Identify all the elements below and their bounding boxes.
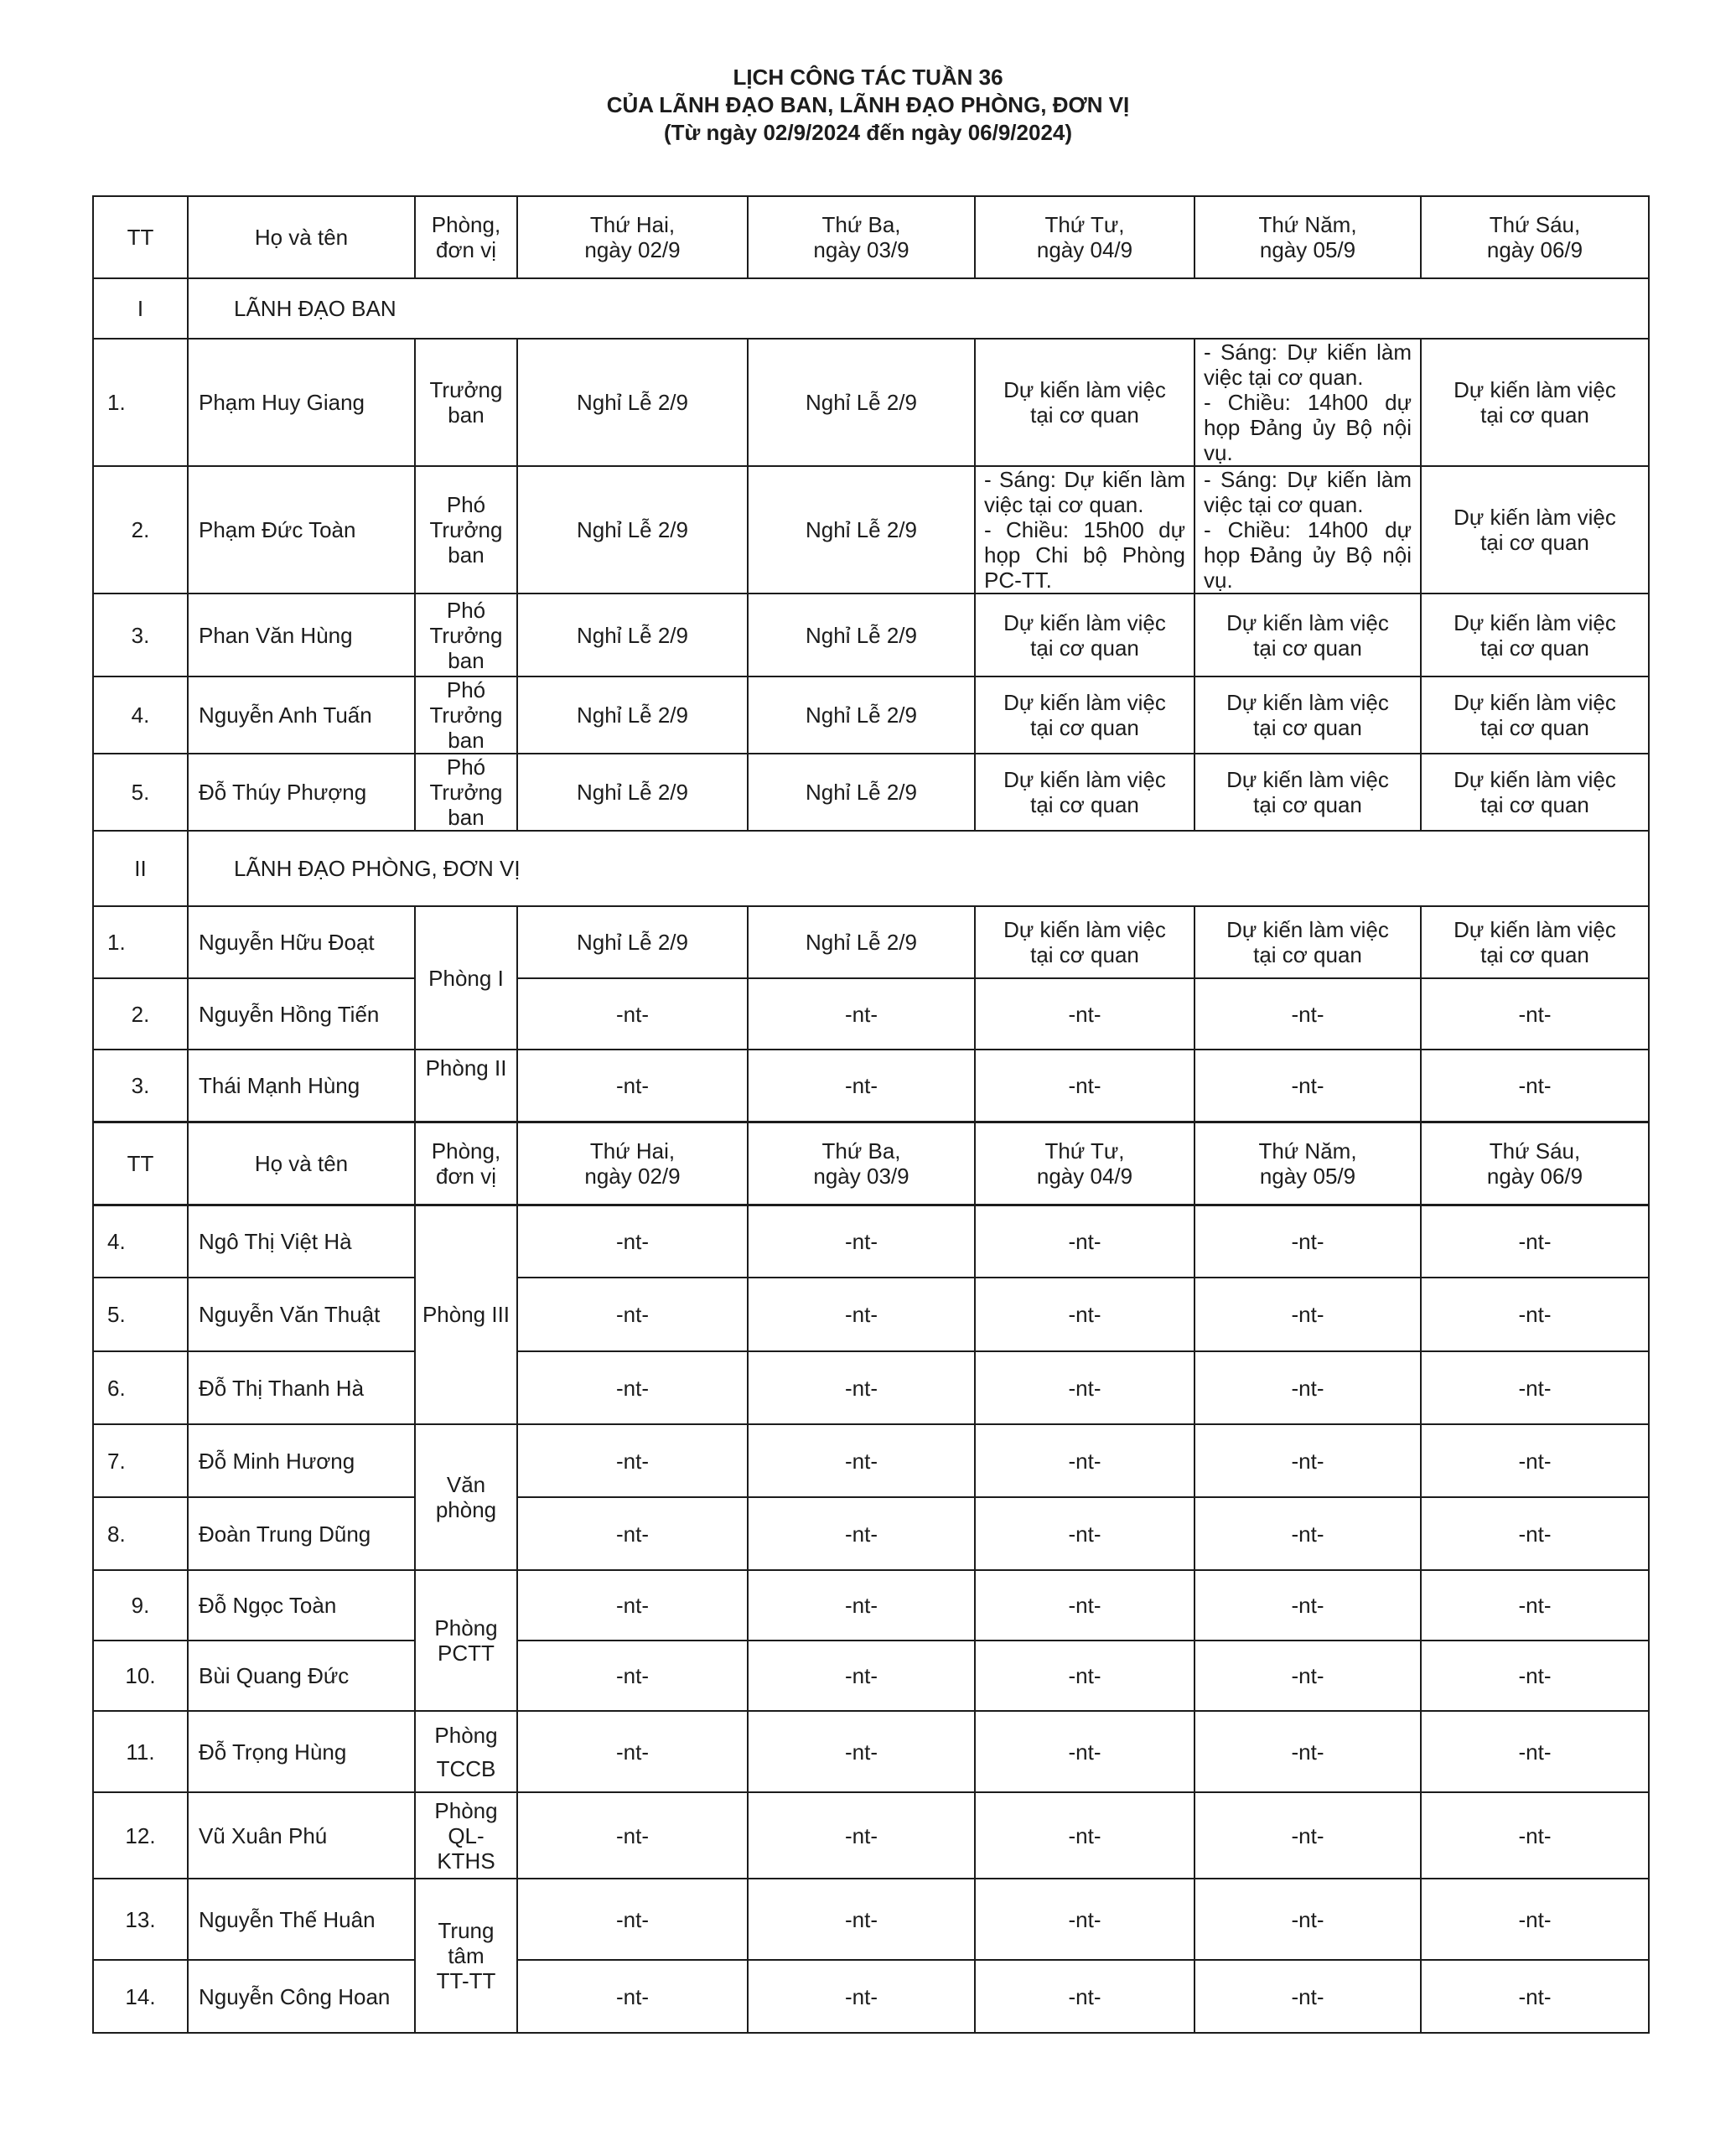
dept-cell: Phòng I (415, 906, 517, 1050)
row-number: 3. (93, 594, 188, 676)
person-name: Đỗ Trọng Hùng (188, 1711, 415, 1792)
schedule-cell: - Sáng: Dự kiến làm việc tại cơ quan. - Chiều: 14h00 dự họp Đảng ủy Bộ nội vụ. (1194, 466, 1421, 594)
header-friday: Thứ Sáu, ngày 06/9 (1421, 1122, 1649, 1205)
row-number: 1. (93, 906, 188, 978)
person-name: Phạm Đức Toàn (188, 466, 415, 594)
schedule-cell: -nt- (748, 1351, 975, 1424)
row-number: 10. (93, 1641, 188, 1711)
dept-cell: Trưởng ban (415, 339, 517, 466)
row-number: 2. (93, 978, 188, 1050)
schedule-cell: Dự kiến làm việc tại cơ quan (1421, 466, 1649, 594)
schedule-cell: -nt- (975, 1205, 1194, 1278)
header-name: Họ và tên (188, 1122, 415, 1205)
person-name: Nguyễn Công Hoan (188, 1960, 415, 2033)
table-row (93, 1641, 1649, 1711)
table-row (93, 1050, 1649, 1122)
person-name: Nguyễn Hữu Đoạt (188, 906, 415, 978)
row-number: 11. (93, 1711, 188, 1792)
table-row (93, 1879, 1649, 1960)
dept-cell: Phòng II (415, 1050, 517, 1122)
schedule-cell: -nt- (748, 1424, 975, 1497)
schedule-cell: -nt- (975, 1278, 1194, 1351)
schedule-cell: Dự kiến làm việc tại cơ quan (975, 906, 1194, 978)
table-row (93, 676, 1649, 754)
schedule-cell: -nt- (975, 978, 1194, 1050)
dept-cell: Phòng PCTT (415, 1570, 517, 1711)
person-name: Phạm Huy Giang (188, 339, 415, 466)
schedule-cell: -nt- (517, 1570, 748, 1641)
schedule-cell: -nt- (975, 1351, 1194, 1424)
schedule-cell: -nt- (1194, 1497, 1421, 1570)
schedule-cell: -nt- (1194, 1879, 1421, 1960)
schedule-cell: Dự kiến làm việc tại cơ quan (1421, 676, 1649, 754)
schedule-cell: -nt- (1194, 1351, 1421, 1424)
schedule-cell: -nt- (1194, 978, 1421, 1050)
schedule-cell: -nt- (748, 1641, 975, 1711)
table-row (93, 978, 1649, 1050)
schedule-cell: -nt- (975, 1570, 1194, 1641)
schedule-cell: -nt- (748, 1711, 975, 1792)
table-row (93, 1792, 1649, 1879)
title-date-range: (Từ ngày 02/9/2024 đến ngày 06/9/2024) (663, 120, 1073, 145)
row-number: 13. (93, 1879, 188, 1960)
section-title: LÃNH ĐẠO BAN (188, 278, 1649, 339)
header-dept: Phòng, đơn vị (415, 1122, 517, 1205)
schedule-cell: Nghỉ Lễ 2/9 (748, 676, 975, 754)
schedule-cell: -nt- (975, 1050, 1194, 1122)
schedule-cell: -nt- (1194, 1792, 1421, 1879)
schedule-cell: -nt- (748, 1570, 975, 1641)
schedule-cell: Nghỉ Lễ 2/9 (748, 906, 975, 978)
schedule-cell: Nghỉ Lễ 2/9 (517, 466, 748, 594)
schedule-cell: -nt- (517, 1351, 748, 1424)
schedule-cell: - Sáng: Dự kiến làm việc tại cơ quan. - Chiều: 14h00 dự họp Đảng ủy Bộ nội vụ. (1194, 339, 1421, 466)
row-number: 2. (93, 466, 188, 594)
schedule-cell: -nt- (975, 1792, 1194, 1879)
table-row (93, 466, 1649, 594)
table-row (93, 1711, 1649, 1792)
dept-cell: Văn phòng (415, 1424, 517, 1570)
row-number: 9. (93, 1570, 188, 1641)
schedule-cell: Dự kiến làm việc tại cơ quan (1421, 754, 1649, 831)
title-line-2: CỦA LÃNH ĐẠO BAN, LÃNH ĐẠO PHÒNG, ĐƠN VỊ (606, 92, 1130, 117)
schedule-cell: Dự kiến làm việc tại cơ quan (1194, 906, 1421, 978)
person-name: Đỗ Thị Thanh Hà (188, 1351, 415, 1424)
schedule-cell: Dự kiến làm việc tại cơ quan (1194, 594, 1421, 676)
person-name: Nguyễn Anh Tuấn (188, 676, 415, 754)
person-name: Đoàn Trung Dũng (188, 1497, 415, 1570)
schedule-cell: -nt- (1421, 1641, 1649, 1711)
dept-cell: Phó Trưởng ban (415, 754, 517, 831)
schedule-cell: Nghỉ Lễ 2/9 (748, 466, 975, 594)
header-tt: TT (93, 1122, 188, 1205)
schedule-table (92, 195, 1650, 2034)
schedule-cell: -nt- (1421, 1570, 1649, 1641)
table-row (93, 906, 1649, 978)
schedule-cell: -nt- (975, 1497, 1194, 1570)
schedule-cell: -nt- (748, 1497, 975, 1570)
table-row (93, 1570, 1649, 1641)
schedule-cell: -nt- (1194, 1424, 1421, 1497)
table-row (93, 594, 1649, 676)
header-tt: TT (93, 196, 188, 278)
row-number: 4. (93, 1205, 188, 1278)
schedule-cell: -nt- (1194, 1278, 1421, 1351)
table-row (93, 1424, 1649, 1497)
schedule-cell: -nt- (748, 1050, 975, 1122)
schedule-cell: - Sáng: Dự kiến làm việc tại cơ quan. - Chiều: 15h00 dự họp Chi bộ Phòng PC-TT. (975, 466, 1194, 594)
dept-cell: Phòng TCCB (415, 1711, 517, 1792)
schedule-cell: -nt- (1421, 978, 1649, 1050)
header-thursday: Thứ Năm, ngày 05/9 (1194, 196, 1421, 278)
schedule-cell: -nt- (1194, 1711, 1421, 1792)
schedule-cell: -nt- (1194, 1570, 1421, 1641)
schedule-cell: Nghỉ Lễ 2/9 (517, 906, 748, 978)
schedule-cell: -nt- (975, 1641, 1194, 1711)
schedule-cell: Dự kiến làm việc tại cơ quan (975, 754, 1194, 831)
schedule-cell: -nt- (1421, 1711, 1649, 1792)
schedule-cell: Nghỉ Lễ 2/9 (517, 754, 748, 831)
schedule-cell: -nt- (1421, 1050, 1649, 1122)
schedule-cell: Dự kiến làm việc tại cơ quan (1421, 594, 1649, 676)
person-name: Đỗ Thúy Phượng (188, 754, 415, 831)
header-wednesday: Thứ Tư, ngày 04/9 (975, 196, 1194, 278)
row-number: 6. (93, 1351, 188, 1424)
table-header-repeat (93, 1122, 1649, 1205)
schedule-cell: Dự kiến làm việc tại cơ quan (975, 594, 1194, 676)
schedule-cell: -nt- (517, 1879, 748, 1960)
person-name: Đỗ Minh Hương (188, 1424, 415, 1497)
schedule-cell: -nt- (517, 1424, 748, 1497)
schedule-cell: -nt- (1194, 1205, 1421, 1278)
schedule-cell: -nt- (517, 1278, 748, 1351)
schedule-cell: -nt- (517, 1960, 748, 2033)
section-number: II (93, 831, 188, 906)
schedule-cell: -nt- (517, 978, 748, 1050)
table-row (93, 339, 1649, 466)
dept-cell: Trung tâm TT-TT (415, 1879, 517, 2033)
person-name: Nguyễn Hồng Tiến (188, 978, 415, 1050)
schedule-cell: -nt- (1194, 1641, 1421, 1711)
schedule-cell: Dự kiến làm việc tại cơ quan (1421, 906, 1649, 978)
person-name: Nguyễn Văn Thuật (188, 1278, 415, 1351)
header-tuesday: Thứ Ba, ngày 03/9 (748, 196, 975, 278)
schedule-cell: -nt- (748, 978, 975, 1050)
section-number: I (93, 278, 188, 339)
schedule-cell: -nt- (748, 1792, 975, 1879)
header-tuesday: Thứ Ba, ngày 03/9 (748, 1122, 975, 1205)
schedule-cell: -nt- (517, 1711, 748, 1792)
person-name: Phan Văn Hùng (188, 594, 415, 676)
row-number: 5. (93, 1278, 188, 1351)
schedule-cell: Dự kiến làm việc tại cơ quan (975, 339, 1194, 466)
person-name: Đỗ Ngọc Toàn (188, 1570, 415, 1641)
section-row (93, 278, 1649, 339)
row-number: 7. (93, 1424, 188, 1497)
schedule-cell: Nghỉ Lễ 2/9 (748, 339, 975, 466)
dept-cell: Phòng QL- KTHS (415, 1792, 517, 1879)
schedule-cell: -nt- (1421, 1879, 1649, 1960)
schedule-cell: -nt- (1421, 1351, 1649, 1424)
schedule-cell: Nghỉ Lễ 2/9 (748, 754, 975, 831)
schedule-cell: Nghỉ Lễ 2/9 (517, 676, 748, 754)
schedule-cell: Nghỉ Lễ 2/9 (517, 594, 748, 676)
schedule-cell: -nt- (975, 1879, 1194, 1960)
table-row (93, 1205, 1649, 1278)
schedule-cell: -nt- (975, 1424, 1194, 1497)
schedule-cell: -nt- (1421, 1424, 1649, 1497)
schedule-cell: -nt- (1421, 1792, 1649, 1879)
schedule-cell: -nt- (517, 1497, 748, 1570)
schedule-cell: -nt- (1194, 1050, 1421, 1122)
table-row (93, 1351, 1649, 1424)
header-monday: Thứ Hai, ngày 02/9 (517, 196, 748, 278)
schedule-cell: -nt- (1421, 1960, 1649, 2033)
header-wednesday: Thứ Tư, ngày 04/9 (975, 1122, 1194, 1205)
schedule-cell: Dự kiến làm việc tại cơ quan (1194, 754, 1421, 831)
row-number: 12. (93, 1792, 188, 1879)
schedule-cell: -nt- (517, 1205, 748, 1278)
row-number: 4. (93, 676, 188, 754)
person-name: Bùi Quang Đức (188, 1641, 415, 1711)
schedule-cell: -nt- (748, 1960, 975, 2033)
dept-cell: Phó Trưởng ban (415, 594, 517, 676)
title-line-1: LỊCH CÔNG TÁC TUẦN 36 (733, 65, 1003, 90)
table-row (93, 1278, 1649, 1351)
row-number: 1. (93, 339, 188, 466)
person-name: Nguyễn Thế Huân (188, 1879, 415, 1960)
schedule-cell: -nt- (1194, 1960, 1421, 2033)
row-number: 14. (93, 1960, 188, 2033)
section-row (93, 831, 1649, 906)
table-row (93, 754, 1649, 831)
header-thursday: Thứ Năm, ngày 05/9 (1194, 1122, 1421, 1205)
schedule-cell: -nt- (1421, 1497, 1649, 1570)
header-name: Họ và tên (188, 196, 415, 278)
row-number: 8. (93, 1497, 188, 1570)
table-row (93, 1497, 1649, 1570)
row-number: 3. (93, 1050, 188, 1122)
person-name: Ngô Thị Việt Hà (188, 1205, 415, 1278)
schedule-cell: Dự kiến làm việc tại cơ quan (1194, 676, 1421, 754)
schedule-cell: -nt- (517, 1050, 748, 1122)
person-name: Thái Mạnh Hùng (188, 1050, 415, 1122)
row-number: 5. (93, 754, 188, 831)
header-dept: Phòng, đơn vị (415, 196, 517, 278)
schedule-cell: -nt- (1421, 1205, 1649, 1278)
header-monday: Thứ Hai, ngày 02/9 (517, 1122, 748, 1205)
section-title: LÃNH ĐẠO PHÒNG, ĐƠN VỊ (188, 831, 1649, 906)
schedule-cell: -nt- (1421, 1278, 1649, 1351)
schedule-cell: -nt- (517, 1792, 748, 1879)
dept-cell: Phó Trưởng ban (415, 676, 517, 754)
schedule-cell: Nghỉ Lễ 2/9 (517, 339, 748, 466)
schedule-cell: Nghỉ Lễ 2/9 (748, 594, 975, 676)
schedule-cell: -nt- (748, 1205, 975, 1278)
table-header (93, 196, 1649, 278)
table-row (93, 1960, 1649, 2033)
schedule-cell: -nt- (517, 1641, 748, 1711)
dept-cell: Phó Trưởng ban (415, 466, 517, 594)
schedule-cell: -nt- (975, 1960, 1194, 2033)
person-name: Vũ Xuân Phú (188, 1792, 415, 1879)
schedule-cell: Dự kiến làm việc tại cơ quan (975, 676, 1194, 754)
schedule-cell: -nt- (975, 1711, 1194, 1792)
dept-cell: Phòng III (415, 1205, 517, 1424)
schedule-cell: -nt- (748, 1879, 975, 1960)
document-title (0, 64, 1736, 147)
header-friday: Thứ Sáu, ngày 06/9 (1421, 196, 1649, 278)
schedule-cell: Dự kiến làm việc tại cơ quan (1421, 339, 1649, 466)
schedule-cell: -nt- (748, 1278, 975, 1351)
